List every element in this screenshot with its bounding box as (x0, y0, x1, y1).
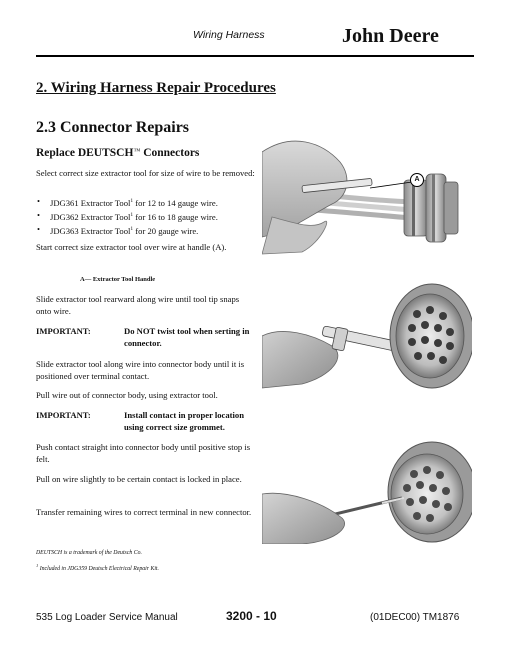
extractor-tool-handle-photo (262, 122, 472, 262)
push-contact-photo (262, 432, 472, 544)
header-rule (36, 55, 474, 57)
footer-code: (01DEC00) TM1876 (370, 612, 460, 623)
header-brand: John Deere (342, 25, 439, 47)
section-heading: 2. Wiring Harness Repair Procedures (36, 80, 276, 96)
extractor-tool-into-connector-photo (262, 276, 472, 392)
footer-manual: 535 Log Loader Service Manual (36, 612, 178, 623)
list-item: • JDG363 Extractor Tool$^1$ for 20 gauge wire. (36, 223, 261, 237)
kit-footnote: $^1$ Included in JDG359 Deutsch Electrical Repair Kit. (36, 563, 159, 572)
list-item: • JDG361 Extractor Tool$^1$ for 12 to 14 gauge wire. (36, 195, 261, 209)
important-note-2: IMPORTANT: Install contact in proper location using correct size grommet. (36, 410, 244, 432)
callout-a: A (410, 173, 424, 187)
step-slide-into: Slide extractor tool along wire into connector body until it is positioned over terminal contact. (36, 359, 245, 381)
important-note-1: IMPORTANT: Do NOT twist tool when serting in connector. (36, 326, 250, 348)
subsection-heading: 2.3 Connector Repairs (36, 119, 190, 136)
header-title: Wiring Harness (193, 29, 265, 41)
step-pull-wire: Pull on wire slightly to be certain contact is locked in place. (36, 474, 242, 484)
topic-rest: Connectors (140, 147, 200, 159)
topic-main: Replace DEUTSCH (36, 147, 134, 159)
trademark-note: DEUTSCH is a trademark of the Deutsch Co. (36, 550, 142, 556)
topic-heading (36, 147, 199, 159)
important-label: IMPORTANT: (36, 410, 91, 420)
important-label: IMPORTANT: (36, 326, 91, 336)
step-select-tool: Select correct size extractor tool for size of wire to be removed: (36, 168, 255, 178)
step-start-tool: Start correct size extractor tool over wire at handle (A). (36, 242, 227, 252)
figure-caption: A— Extractor Tool Handle (80, 276, 156, 283)
tool-list (36, 195, 261, 237)
step-slide-rearward: Slide extractor tool rearward along wire until tool tip snaps onto wire. (36, 294, 240, 316)
step-pull-out: Pull wire out of connector body, using extractor tool. (36, 390, 218, 400)
list-item: • JDG362 Extractor Tool$^1$ for 16 to 18 gauge wire. (36, 209, 261, 223)
step-transfer: Transfer remaining wires to correct terminal in new connector. (36, 507, 252, 517)
footer-page-number: 3200 - 10 (226, 609, 277, 623)
step-push-contact: Push contact straight into connector body until positive stop is felt. (36, 442, 251, 464)
trademark-symbol: ™ (133, 147, 141, 155)
